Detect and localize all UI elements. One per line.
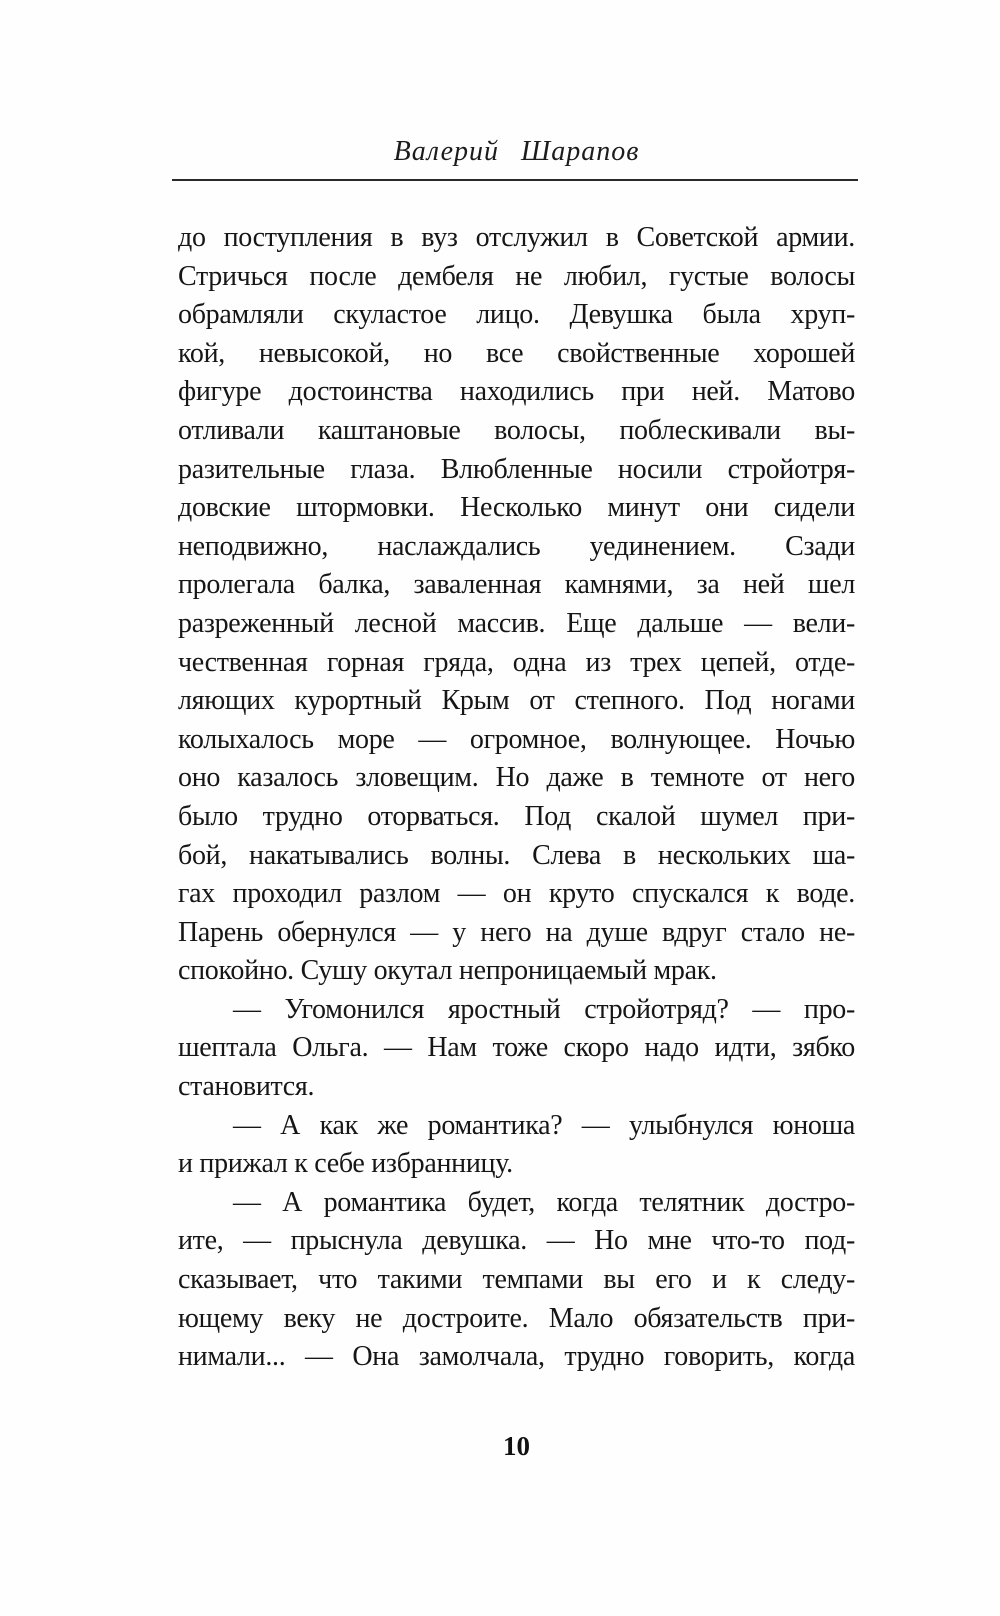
running-header xyxy=(178,136,855,168)
body-text xyxy=(178,219,855,1377)
text-line: пролегала балка, заваленная камнями, за ней шел xyxy=(178,569,855,601)
text-line: оно казалось зловещим. Но даже в темноте от него xyxy=(178,762,855,794)
text-line: неподвижно, наслаждались уединением. Сзади xyxy=(178,530,855,562)
text-line: отливали каштановые волосы, поблескивали вы- xyxy=(178,414,855,446)
text-line: обрамляли скуластое лицо. Девушка была хруп- xyxy=(178,299,855,331)
text-line: ите, — прыснула девушка. — Но мне что-то под- xyxy=(178,1225,855,1257)
text-line: разреженный лесной массив. Еще дальше — вели- xyxy=(178,607,855,639)
text-line: шептала Ольга. — Нам тоже скоро надо идти, зябко xyxy=(178,1032,855,1064)
paragraph xyxy=(178,1184,855,1377)
text-line: — Угомонился яростный стройотряд? — про- xyxy=(233,993,855,1025)
page-number: 10 xyxy=(503,1431,530,1461)
text-line: становится. xyxy=(178,1071,315,1103)
text-line: бой, накатывались волны. Слева в нескольких ша- xyxy=(178,839,855,871)
text-line: Парень обернулся — у него на душе вдруг стало не- xyxy=(178,916,855,948)
paragraph xyxy=(178,1107,855,1184)
text-line: довские штормовки. Несколько минут они сидели xyxy=(178,492,855,524)
text-line: было трудно оторваться. Под скалой шумел при- xyxy=(178,800,855,832)
text-line: нимали... — Она замолчала, трудно говорить, когда xyxy=(178,1341,855,1373)
text-line: разительные глаза. Влюбленные носили стройотря- xyxy=(178,453,855,485)
header-rule-divider xyxy=(172,179,858,181)
text-line: и прижал к себе избранницу. xyxy=(178,1148,513,1180)
text-line: колыхалось море — огромное, волнующее. Ночью xyxy=(178,723,855,755)
text-line: до поступления в вуз отслужил в Советской армии. xyxy=(178,222,855,253)
text-line: кой, невысокой, но все свойственные хорошей xyxy=(178,337,855,369)
paragraph xyxy=(178,219,855,991)
text-line: — А как же романтика? — улыбнулся юноша xyxy=(233,1109,855,1141)
text-line: чественная горная гряда, одна из трех цепей, отде- xyxy=(178,646,855,678)
text-line: спокойно. Сушу окутал непроницаемый мрак. xyxy=(178,955,717,987)
text-line: ляющих курортный Крым от степного. Под ногами xyxy=(178,685,855,717)
text-line: ющему веку не достроите. Мало обязательств при- xyxy=(178,1302,855,1334)
text-line: сказывает, что такими темпами вы его и к следу- xyxy=(178,1264,855,1296)
text-line: фигуре достоинства находились при ней. Матово xyxy=(178,376,855,408)
text-line: Стричься после дембеля не любил, густые волосы xyxy=(178,260,855,292)
text-line: — А романтика будет, когда телятник достро- xyxy=(233,1186,855,1218)
text-line: гах проходил разлом — он круто спускался к воде. xyxy=(178,878,855,910)
paragraph xyxy=(178,991,855,1107)
running-header-author: Валерий Шарапов xyxy=(393,136,640,167)
